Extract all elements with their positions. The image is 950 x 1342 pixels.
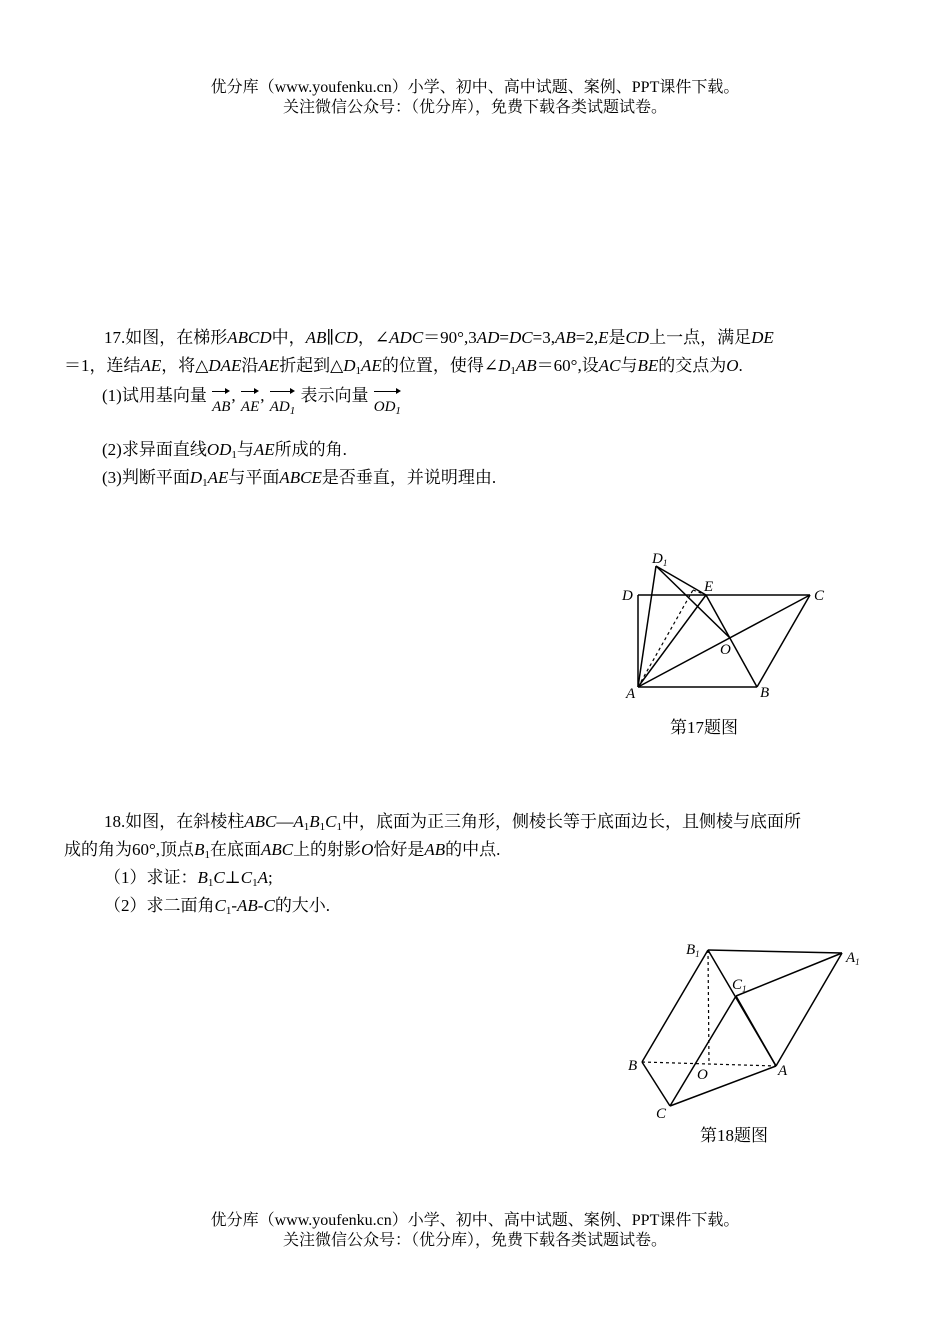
label-d1: $D_1$ bbox=[652, 551, 668, 568]
vector-od1: $OD_1$ bbox=[374, 391, 401, 421]
label-a: A bbox=[626, 686, 636, 702]
label-b1: $B_1$ bbox=[686, 942, 700, 959]
figure-18 bbox=[620, 935, 870, 1125]
figure-17-caption: 第17题图 bbox=[670, 718, 738, 737]
label-o: O bbox=[697, 1067, 708, 1083]
header-line-1: 优分库（www.youfenku.cn）小学、初中、高中试题、案例、PPT课件下载。 bbox=[210, 79, 740, 96]
q17-part-2: (2)求异面直线$OD_1$与AE所成的角. bbox=[102, 440, 347, 461]
q17-part-1: (1)试用基向量 AB, AE, $AD_1$ 表示向量 $OD_1$ bbox=[102, 382, 402, 421]
vector-ab: AB bbox=[212, 391, 230, 421]
q18-line-2: 成的角为60°,顶点$B_1$在底面ABC上的射影O恰好是AB的中点. bbox=[64, 840, 501, 861]
footer-line-1: 优分库（www.youfenku.cn）小学、初中、高中试题、案例、PPT课件下载。 bbox=[210, 1212, 740, 1229]
label-b: B bbox=[628, 1058, 638, 1074]
vector-ad1: $AD_1$ bbox=[270, 391, 296, 421]
q18-part-1: （1）求证：$B_1C\perp C_1A$; bbox=[104, 868, 273, 889]
label-e: E bbox=[704, 579, 714, 595]
q17-line-1: 17.如图，在梯形ABCD中，AB∥CD，∠ADC＝90°,3AD=DC=3,AB=2,E是CD上一点，满足DE bbox=[104, 328, 774, 347]
figure-17 bbox=[610, 545, 840, 710]
label-c: C bbox=[656, 1106, 667, 1122]
label-a1: $A_1$ bbox=[846, 950, 860, 967]
footer-line-2: 关注微信公众号：（优分库），免费下载各类试题试卷。 bbox=[282, 1232, 667, 1249]
figure-18-caption: 第18题图 bbox=[700, 1126, 768, 1145]
label-a: A bbox=[778, 1063, 788, 1079]
q17-part-3: (3)判断平面$D_1AE$与平面ABCE是否垂直，并说明理由. bbox=[102, 468, 497, 489]
q17-line-2: ＝1，连结AE，将△DAE沿AE折起到$\triangle D_1AE$的位置，使得$\angle D_1AB=60^\circ$,设AC与BE的交点为O. bbox=[64, 356, 743, 377]
q18-part-2: （2）求二面角$C_1-AB-C$的大小. bbox=[104, 896, 331, 917]
label-c: C bbox=[814, 588, 825, 604]
label-o: O bbox=[720, 642, 731, 658]
header-line-2: 关注微信公众号：（优分库），免费下载各类试题试卷。 bbox=[282, 99, 667, 116]
label-d: D bbox=[622, 588, 633, 604]
label-c1: $C_1$ bbox=[732, 977, 747, 994]
vector-ae: AE bbox=[241, 391, 259, 421]
q18-line-1: 18.如图，在斜棱柱$ABC—A_1B_1C_1$中，底面为正三角形，侧棱长等于底面边长，且侧棱与底面所 bbox=[104, 812, 801, 833]
label-b: B bbox=[760, 685, 770, 701]
